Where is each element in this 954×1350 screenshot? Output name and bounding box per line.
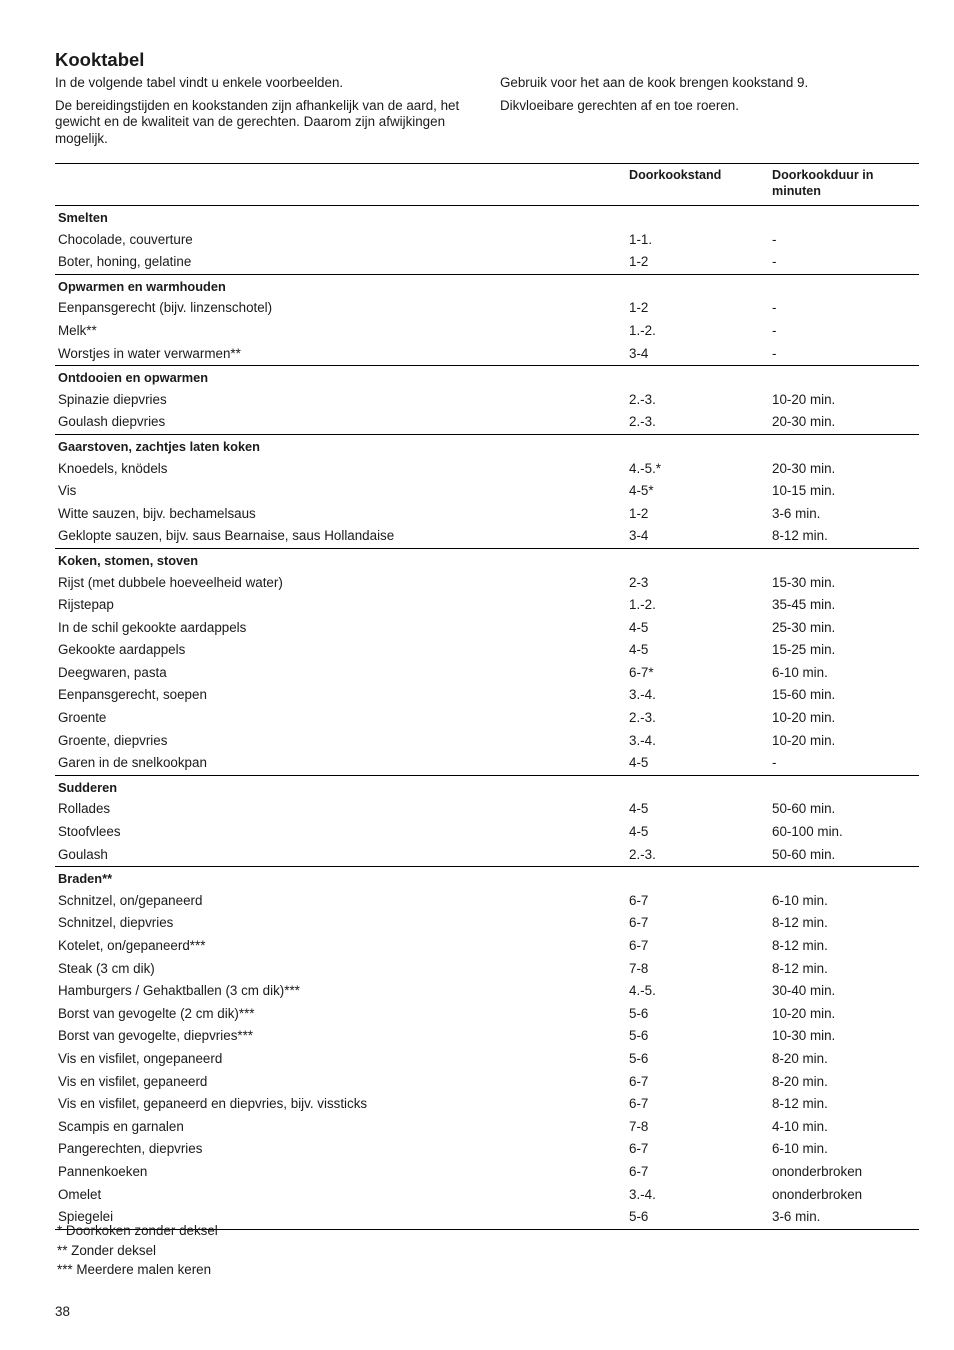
cooking-duration: 8-20 min. — [772, 1073, 828, 1089]
table-group — [55, 275, 919, 366]
cooking-duration: 20-30 min. — [772, 414, 836, 430]
cooking-duration: 35-45 min. — [772, 597, 836, 613]
dish-name: Eenpansgerecht (bijv. linzenschotel) — [58, 300, 273, 316]
group-title-row — [55, 366, 919, 389]
group-title-row — [55, 275, 919, 298]
table-row — [55, 752, 919, 775]
header-doorkookstand: Doorkookstand — [629, 168, 722, 182]
cooking-duration: - — [772, 755, 777, 771]
dish-name: Spiegelei — [58, 1209, 114, 1225]
cooking-duration: 10-20 min. — [772, 732, 836, 748]
cooking-level: 2.-3. — [629, 846, 656, 862]
table-row — [55, 935, 919, 958]
table-row — [55, 890, 919, 913]
table-row — [55, 1138, 919, 1161]
cooking-duration: - — [772, 345, 777, 361]
group-title: Ontdooien en opwarmen — [58, 370, 209, 386]
dish-name: Schnitzel, on/gepaneerd — [58, 892, 203, 908]
cooking-duration: 10-20 min. — [772, 710, 836, 726]
intro-paragraph: De bereidingstijden en kookstanden zijn afhankelijk van de aard, het gewicht en de kwaliteit van de gerechten. Daarom zijn afwijkingen mogelijk. — [55, 97, 460, 146]
table-row — [55, 297, 919, 320]
cooking-duration: 50-60 min. — [772, 846, 836, 862]
cooking-duration: 8-12 min. — [772, 938, 828, 953]
cooking-level: 4-5 — [629, 642, 649, 658]
cooking-level: 6-7 — [629, 1096, 649, 1112]
dish-name: Kotelet, on/gepaneerd*** — [58, 938, 206, 953]
cooking-level: 6-7 — [629, 938, 649, 953]
cooking-level: 6-7 — [629, 1163, 649, 1179]
dish-name: Groente, diepvries — [58, 732, 168, 748]
cooking-level: 1.-2. — [629, 322, 656, 338]
cooking-duration: - — [772, 322, 777, 338]
dish-name: Melk** — [58, 322, 97, 338]
intro-paragraph: Gebruik voor het aan de kook brengen kookstand 9. — [500, 75, 809, 90]
table-row — [55, 458, 919, 481]
table-row — [55, 1093, 919, 1116]
table-row — [55, 1003, 919, 1026]
cooking-level: 4-5 — [629, 801, 649, 817]
cooking-level: 6-7 — [629, 1141, 649, 1157]
dish-name: Pangerechten, diepvries — [58, 1141, 203, 1157]
dish-name: Gekookte aardappels — [58, 642, 186, 658]
table-row — [55, 572, 919, 595]
cooking-level: 4-5 — [629, 619, 649, 635]
table-row — [55, 1048, 919, 1071]
table-group — [55, 435, 919, 549]
cooking-duration: 15-60 min. — [772, 687, 836, 703]
cooking-level: 1-2 — [629, 300, 649, 316]
table-header — [55, 163, 919, 206]
cooking-level: 6-7 — [629, 1073, 649, 1089]
cooking-duration: 20-30 min. — [772, 460, 836, 476]
footnote: ** Zonder deksel — [57, 1242, 156, 1258]
dish-name: Knoedels, knödels — [58, 460, 168, 476]
cooking-duration: - — [772, 254, 777, 270]
group-title: Gaarstoven, zachtjes laten koken — [58, 438, 260, 454]
cooking-level: 2.-3. — [629, 414, 656, 430]
dish-name: Rijst (met dubbele hoeveelheid water) — [58, 574, 283, 590]
cooking-level: 7-8 — [629, 960, 649, 976]
footnote: *** Meerdere malen keren — [57, 1262, 212, 1278]
table-row — [55, 662, 919, 685]
dish-name: Deegwaren, pasta — [58, 664, 167, 680]
cooking-level: 5-6 — [629, 1028, 649, 1044]
dish-name: Worstjes in water verwarmen** — [58, 345, 241, 361]
cooking-duration: 10-15 min. — [772, 483, 836, 499]
table-row — [55, 389, 919, 412]
dish-name: Goulash — [58, 846, 108, 862]
cooking-duration: 8-12 min. — [772, 915, 828, 931]
header-doorkookduur: Doorkookduur in minuten — [772, 168, 874, 198]
dish-name: Rijstepap — [58, 597, 114, 613]
table-row — [55, 958, 919, 981]
table-row — [55, 1116, 919, 1139]
dish-name: Rollades — [58, 801, 111, 817]
cooking-duration: 10-30 min. — [772, 1028, 836, 1044]
cooking-table — [55, 163, 919, 1230]
footnote: * Doorkoken zonder deksel — [57, 1223, 218, 1238]
cooking-duration: 25-30 min. — [772, 619, 836, 635]
dish-name: Schnitzel, diepvries — [58, 915, 174, 931]
table-row — [55, 1071, 919, 1094]
dish-name: Chocolade, couverture — [58, 231, 193, 247]
intro-paragraph: Dikvloeibare gerechten af en toe roeren. — [500, 97, 739, 113]
table-row — [55, 320, 919, 343]
cooking-level: 1-2 — [629, 254, 649, 270]
footnotes — [57, 1221, 218, 1280]
cooking-level: 4-5* — [629, 483, 654, 499]
group-title-row — [55, 867, 919, 890]
cooking-level: 1-1. — [629, 231, 653, 247]
cooking-level: 5-6 — [629, 1005, 649, 1021]
table-row — [55, 684, 919, 707]
group-title: Sudderen — [58, 779, 118, 795]
table-body — [55, 206, 919, 1230]
cooking-level: 3.-4. — [629, 732, 656, 748]
table-group — [55, 867, 919, 1230]
page-title: Kooktabel — [55, 49, 145, 70]
group-title: Smelten — [58, 210, 108, 225]
table-row — [55, 798, 919, 821]
cooking-duration: 15-25 min. — [772, 642, 836, 658]
table-group — [55, 206, 919, 275]
cooking-duration: 3-6 min. — [772, 1209, 821, 1225]
table-row — [55, 251, 919, 274]
cooking-level: 3.-4. — [629, 1186, 656, 1202]
cooking-level: 3-4 — [629, 528, 649, 544]
cooking-level: 4-5 — [629, 824, 649, 840]
cooking-duration: 6-10 min. — [772, 892, 828, 908]
cooking-duration: 30-40 min. — [772, 983, 836, 999]
cooking-duration: 6-10 min. — [772, 664, 828, 680]
dish-name: Vis en visfilet, gepaneerd en diepvries, bijv. vissticks — [58, 1096, 368, 1112]
table-row — [55, 821, 919, 844]
cooking-level: 4.-5. — [629, 983, 656, 999]
dish-name: Vis en visfilet, ongepaneerd — [58, 1050, 223, 1066]
intro-paragraph: In de volgende tabel vindt u enkele voorbeelden. — [55, 75, 344, 90]
table-row — [55, 525, 919, 548]
table-row — [55, 229, 919, 252]
dish-name: Pannenkoeken — [58, 1163, 148, 1179]
cooking-duration: ononderbroken — [772, 1163, 863, 1179]
dish-name: Boter, honing, gelatine — [58, 254, 192, 270]
dish-name: Scampis en garnalen — [58, 1118, 184, 1134]
table-row — [55, 594, 919, 617]
cooking-level: 6-7* — [629, 664, 654, 680]
dish-name: Vis — [58, 483, 77, 499]
cooking-duration: 8-12 min. — [772, 960, 828, 976]
dish-name: In de schil gekookte aardappels — [58, 619, 247, 635]
table-row — [55, 1025, 919, 1048]
cooking-level: 4.-5.* — [629, 460, 662, 476]
cooking-level: 7-8 — [629, 1118, 649, 1134]
cooking-duration: 15-30 min. — [772, 574, 836, 590]
cooking-duration: 4-10 min. — [772, 1118, 828, 1134]
group-title: Koken, stomen, stoven — [58, 552, 199, 568]
group-title: Opwarmen en warmhouden — [58, 278, 226, 294]
cooking-duration: 10-20 min. — [772, 1005, 836, 1021]
intro-left — [55, 75, 480, 153]
cooking-level: 3.-4. — [629, 687, 656, 703]
dish-name: Steak (3 cm dik) — [58, 960, 155, 976]
cooking-duration: 6-10 min. — [772, 1141, 828, 1157]
group-title-row — [55, 549, 919, 572]
cooking-level: 2-3 — [629, 574, 649, 590]
cooking-level: 5-6 — [629, 1050, 649, 1066]
table-row — [55, 1161, 919, 1184]
cooking-level: 2.-3. — [629, 391, 656, 407]
dish-name: Goulash diepvries — [58, 414, 166, 430]
cooking-duration: 8-20 min. — [772, 1050, 828, 1066]
table-row — [55, 503, 919, 526]
cooking-level: 1-2 — [629, 505, 649, 521]
table-group — [55, 776, 919, 867]
intro-right — [500, 75, 920, 120]
group-title-row — [55, 435, 919, 458]
cooking-level: 1.-2. — [629, 597, 656, 613]
cooking-duration: ononderbroken — [772, 1186, 863, 1202]
cooking-duration: 3-6 min. — [772, 505, 821, 521]
group-title-row — [55, 206, 919, 229]
cooking-duration: - — [772, 300, 777, 316]
cooking-duration: 60-100 min. — [772, 824, 843, 840]
dish-name: Geklopte sauzen, bijv. saus Bearnaise, saus Hollandaise — [58, 528, 395, 544]
table-row — [55, 639, 919, 662]
cooking-level: 4-5 — [629, 755, 649, 771]
group-title: Braden** — [58, 871, 113, 887]
cooking-duration: 8-12 min. — [772, 1096, 828, 1112]
dish-name: Spinazie diepvries — [58, 391, 167, 407]
dish-name: Omelet — [58, 1186, 102, 1202]
cooking-level: 6-7 — [629, 915, 649, 931]
table-row — [55, 343, 919, 366]
table-row — [55, 480, 919, 503]
cooking-level: 6-7 — [629, 892, 649, 908]
table-row — [55, 912, 919, 935]
page-number: 38 — [55, 1304, 70, 1319]
table-row — [55, 411, 919, 434]
dish-name: Eenpansgerecht, soepen — [58, 687, 207, 703]
cooking-duration: 50-60 min. — [772, 801, 836, 817]
cooking-level: 2.-3. — [629, 710, 656, 726]
table-group — [55, 366, 919, 435]
cooking-duration: 10-20 min. — [772, 391, 836, 407]
dish-name: Hamburgers / Gehaktballen (3 cm dik)*** — [58, 983, 300, 999]
table-row — [55, 980, 919, 1003]
dish-name: Witte sauzen, bijv. bechamelsaus — [58, 505, 256, 521]
cooking-level: 3-4 — [629, 345, 649, 361]
dish-name: Garen in de snelkookpan — [58, 755, 207, 771]
dish-name: Vis en visfilet, gepaneerd — [58, 1073, 208, 1089]
dish-name: Groente — [58, 710, 107, 726]
cooking-duration: - — [772, 231, 777, 247]
cooking-level: 5-6 — [629, 1209, 649, 1225]
table-row — [55, 617, 919, 640]
dish-name: Borst van gevogelte (2 cm dik)*** — [58, 1005, 255, 1021]
table-group — [55, 549, 919, 776]
cooking-duration: 8-12 min. — [772, 528, 828, 544]
table-row — [55, 707, 919, 730]
dish-name: Borst van gevogelte, diepvries*** — [58, 1028, 254, 1044]
dish-name: Stoofvlees — [58, 824, 121, 840]
table-row — [55, 844, 919, 867]
table-row — [55, 1184, 919, 1207]
group-title-row — [55, 776, 919, 799]
table-row — [55, 730, 919, 753]
